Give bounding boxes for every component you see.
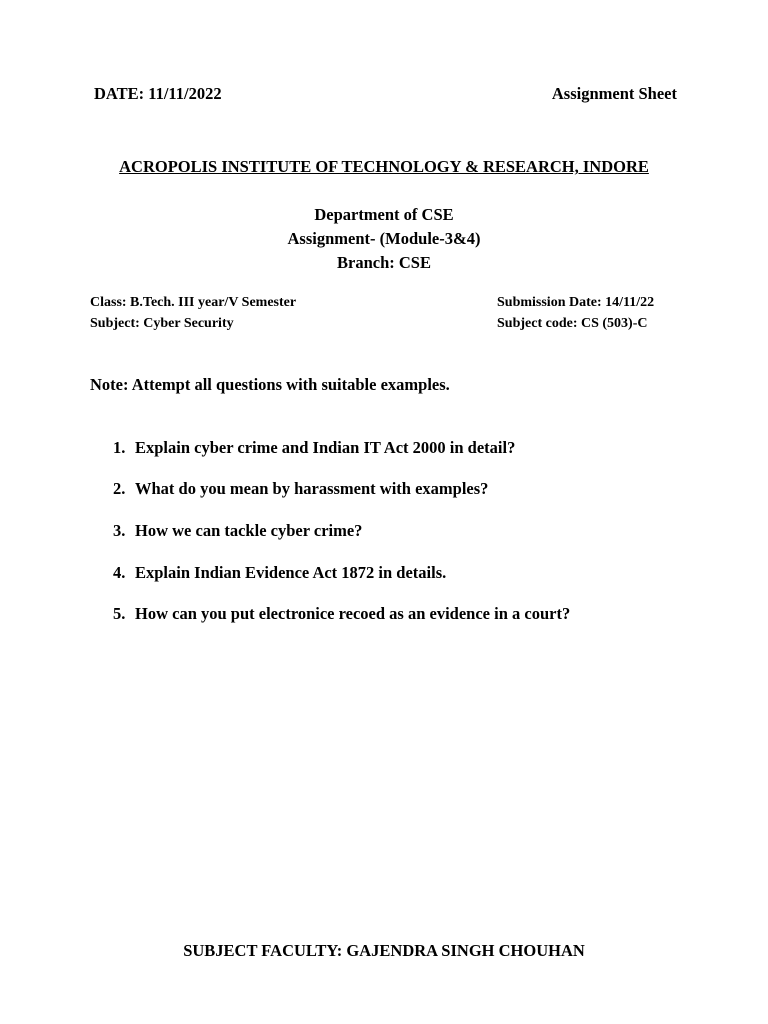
class-info: Class: B.Tech. III year/V Semester xyxy=(90,295,297,310)
question-item xyxy=(113,604,570,624)
department-line: Department of CSE xyxy=(314,205,454,224)
question-text: What do you mean by harassment with examples? xyxy=(135,479,489,498)
date-line: DATE: 11/11/2022 xyxy=(94,84,222,103)
question-text: How can you put electronice recoed as an evidence in a court? xyxy=(135,604,571,623)
question-text: Explain Indian Evidence Act 1872 in details. xyxy=(135,563,447,582)
question-item xyxy=(113,521,362,541)
question-item xyxy=(113,479,488,499)
question-number: 4. xyxy=(113,563,126,582)
subject-code: Subject code: CS (503)-C xyxy=(497,316,648,331)
note-line: Note: Attempt all questions with suitable examples. xyxy=(90,375,450,394)
assignment-line: Assignment- (Module-3&4) xyxy=(287,229,481,248)
branch-line: Branch: CSE xyxy=(337,253,431,272)
question-number: 3. xyxy=(113,521,126,540)
sheet-label: Assignment Sheet xyxy=(551,84,677,103)
institute-title: ACROPOLIS INSTITUTE OF TECHNOLOGY & RESEARCH, INDORE xyxy=(119,157,649,176)
subject-faculty: SUBJECT FACULTY: GAJENDRA SINGH CHOUHAN xyxy=(183,941,585,960)
question-text: How we can tackle cyber crime? xyxy=(135,521,363,540)
submission-date: Submission Date: 14/11/22 xyxy=(497,295,655,310)
subject-info: Subject: Cyber Security xyxy=(90,316,234,331)
question-number: 1. xyxy=(113,438,126,457)
question-item xyxy=(113,438,515,458)
question-number: 5. xyxy=(113,604,126,623)
question-item xyxy=(113,563,446,583)
question-number: 2. xyxy=(113,479,126,498)
question-text: Explain cyber crime and Indian IT Act 2000 in detail? xyxy=(135,438,516,457)
